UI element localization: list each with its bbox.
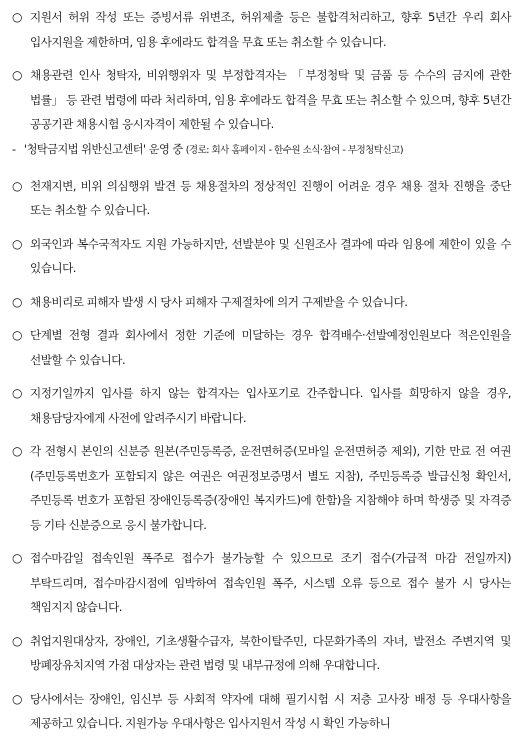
notice-text: 채용비리로 피해자 발생 시 당사 피해자 구제절차에 의거 구제받을 수 있습니다. bbox=[30, 294, 408, 309]
circle-bullet-icon: ○ bbox=[12, 386, 22, 400]
circle-bullet-icon: ○ bbox=[12, 10, 22, 24]
notice-text: 지원서 허위 작성 또는 증빙서류 위변조, 허위제출 등은 불합격처리하고, 향후 5년간 우리 회사 입사지원을 제한하며, 임용 후에라도 합격을 무효 또는 취소할 수 있습니다. bbox=[30, 10, 511, 49]
notice-text: 각 전형시 본인의 신분증 원본(주민등록증, 운전면허증(모바일 운전면허증 제외), 기한 만료 전 여권(주민등록번호가 포함되지 않은 여권은 여권정보증명서 별도 지참), 주민등록증 발급신청 확인서, 주민등록 번호가 포함된 장애인등록증(장애인 복지카드)에 한함)을 지참해야 하며 학생증 및 자격증 등 기타 신분증으로 응시 불가합니다. bbox=[30, 444, 511, 532]
circle-bullet-icon: ○ bbox=[12, 328, 22, 342]
circle-bullet-icon: ○ bbox=[12, 236, 22, 251]
circle-bullet-icon: ○ bbox=[12, 691, 22, 706]
notice-item bbox=[10, 232, 511, 281]
subnote-path-text: (경로: 회사 홈페이지 - 한수원 소식·참여 - 부정청탁신고) bbox=[185, 144, 404, 156]
dash-marker: - bbox=[12, 142, 16, 156]
notice-text: 단계별 전형 결과 회사에서 정한 기준에 미달하는 경우 합격배수·선발예정인원보다 적은인원을 선발할 수 있습니다. bbox=[30, 328, 511, 367]
circle-bullet-icon: ○ bbox=[12, 178, 22, 193]
circle-bullet-icon: ○ bbox=[12, 68, 22, 82]
notice-item bbox=[10, 629, 511, 678]
notice-item bbox=[10, 687, 511, 736]
notice-item bbox=[10, 381, 511, 430]
notice-text: 채용관련 인사 청탁자, 비위행위자 및 부정합격자는 「부정청탁 및 금품 등 수수의 금지에 관한 법률」 등 관련 법령에 따라 처리하며, 임용 후에라도 합격을 무효 또는 취소할 수 있으며, 향후 5년간 공공기관 채용시험 응시자격이 제한될 수 있습니다. bbox=[30, 68, 511, 131]
circle-bullet-icon: ○ bbox=[12, 294, 22, 309]
notice-item bbox=[10, 174, 511, 223]
notice-item bbox=[10, 439, 511, 537]
subnote-main-text: '청탁금지법 위반신고센터' 운영 중 bbox=[24, 142, 183, 156]
notice-text: 지정기일까지 입사를 하지 않는 합격자는 입사포기로 간주합니다. 입사를 희망하지 않을 경우, 채용담당자에게 사전에 알려주시기 바랍니다. bbox=[30, 386, 511, 425]
notice-item bbox=[10, 5, 511, 54]
notice-item bbox=[10, 546, 511, 620]
notice-text: 외국인과 복수국적자도 지원 가능하지만, 선발분야 및 신원조사 결과에 따라 임용에 제한이 있을 수 있습니다. bbox=[30, 236, 511, 275]
notice-text: 당사에서는 장애인, 임신부 등 사회적 약자에 대해 필기시험 시 저층 고사장 배정 등 우대사항을 제공하고 있습니다. 지원가능 우대사항은 입사지원서 작성 시 확인 가능하니 bbox=[30, 691, 511, 730]
notice-item bbox=[10, 323, 511, 372]
notice-text: 취업지원대상자, 장애인, 기초생활수급자, 북한이탈주민, 다문화가족의 자녀, 발전소 주변지역 및 방폐장유치지역 가점 대상자는 관련 법령 및 내부규정에 의해 우대합니다. bbox=[30, 633, 511, 672]
notice-text: 접수마감일 접속인원 폭주로 접수가 불가능할 수 있으므로 조기 접수(가급적 마감 전일까지) 부탁드리며, 접수마감시점에 임박하여 접속인원 폭주, 시스템 오류 등으로 접수 불가 시 당사는 책임지지 않습니다. bbox=[30, 551, 511, 614]
circle-bullet-icon: ○ bbox=[12, 444, 22, 458]
notice-item bbox=[10, 290, 511, 315]
circle-bullet-icon: ○ bbox=[12, 551, 22, 565]
notice-text: 천재지변, 비위 의심행위 발견 등 채용절차의 정상적인 진행이 어려운 경우 채용 절차 진행을 중단 또는 취소할 수 있습니다. bbox=[30, 178, 511, 217]
notice-item bbox=[10, 63, 511, 137]
circle-bullet-icon: ○ bbox=[12, 633, 22, 648]
subnote-report-center bbox=[12, 139, 511, 162]
